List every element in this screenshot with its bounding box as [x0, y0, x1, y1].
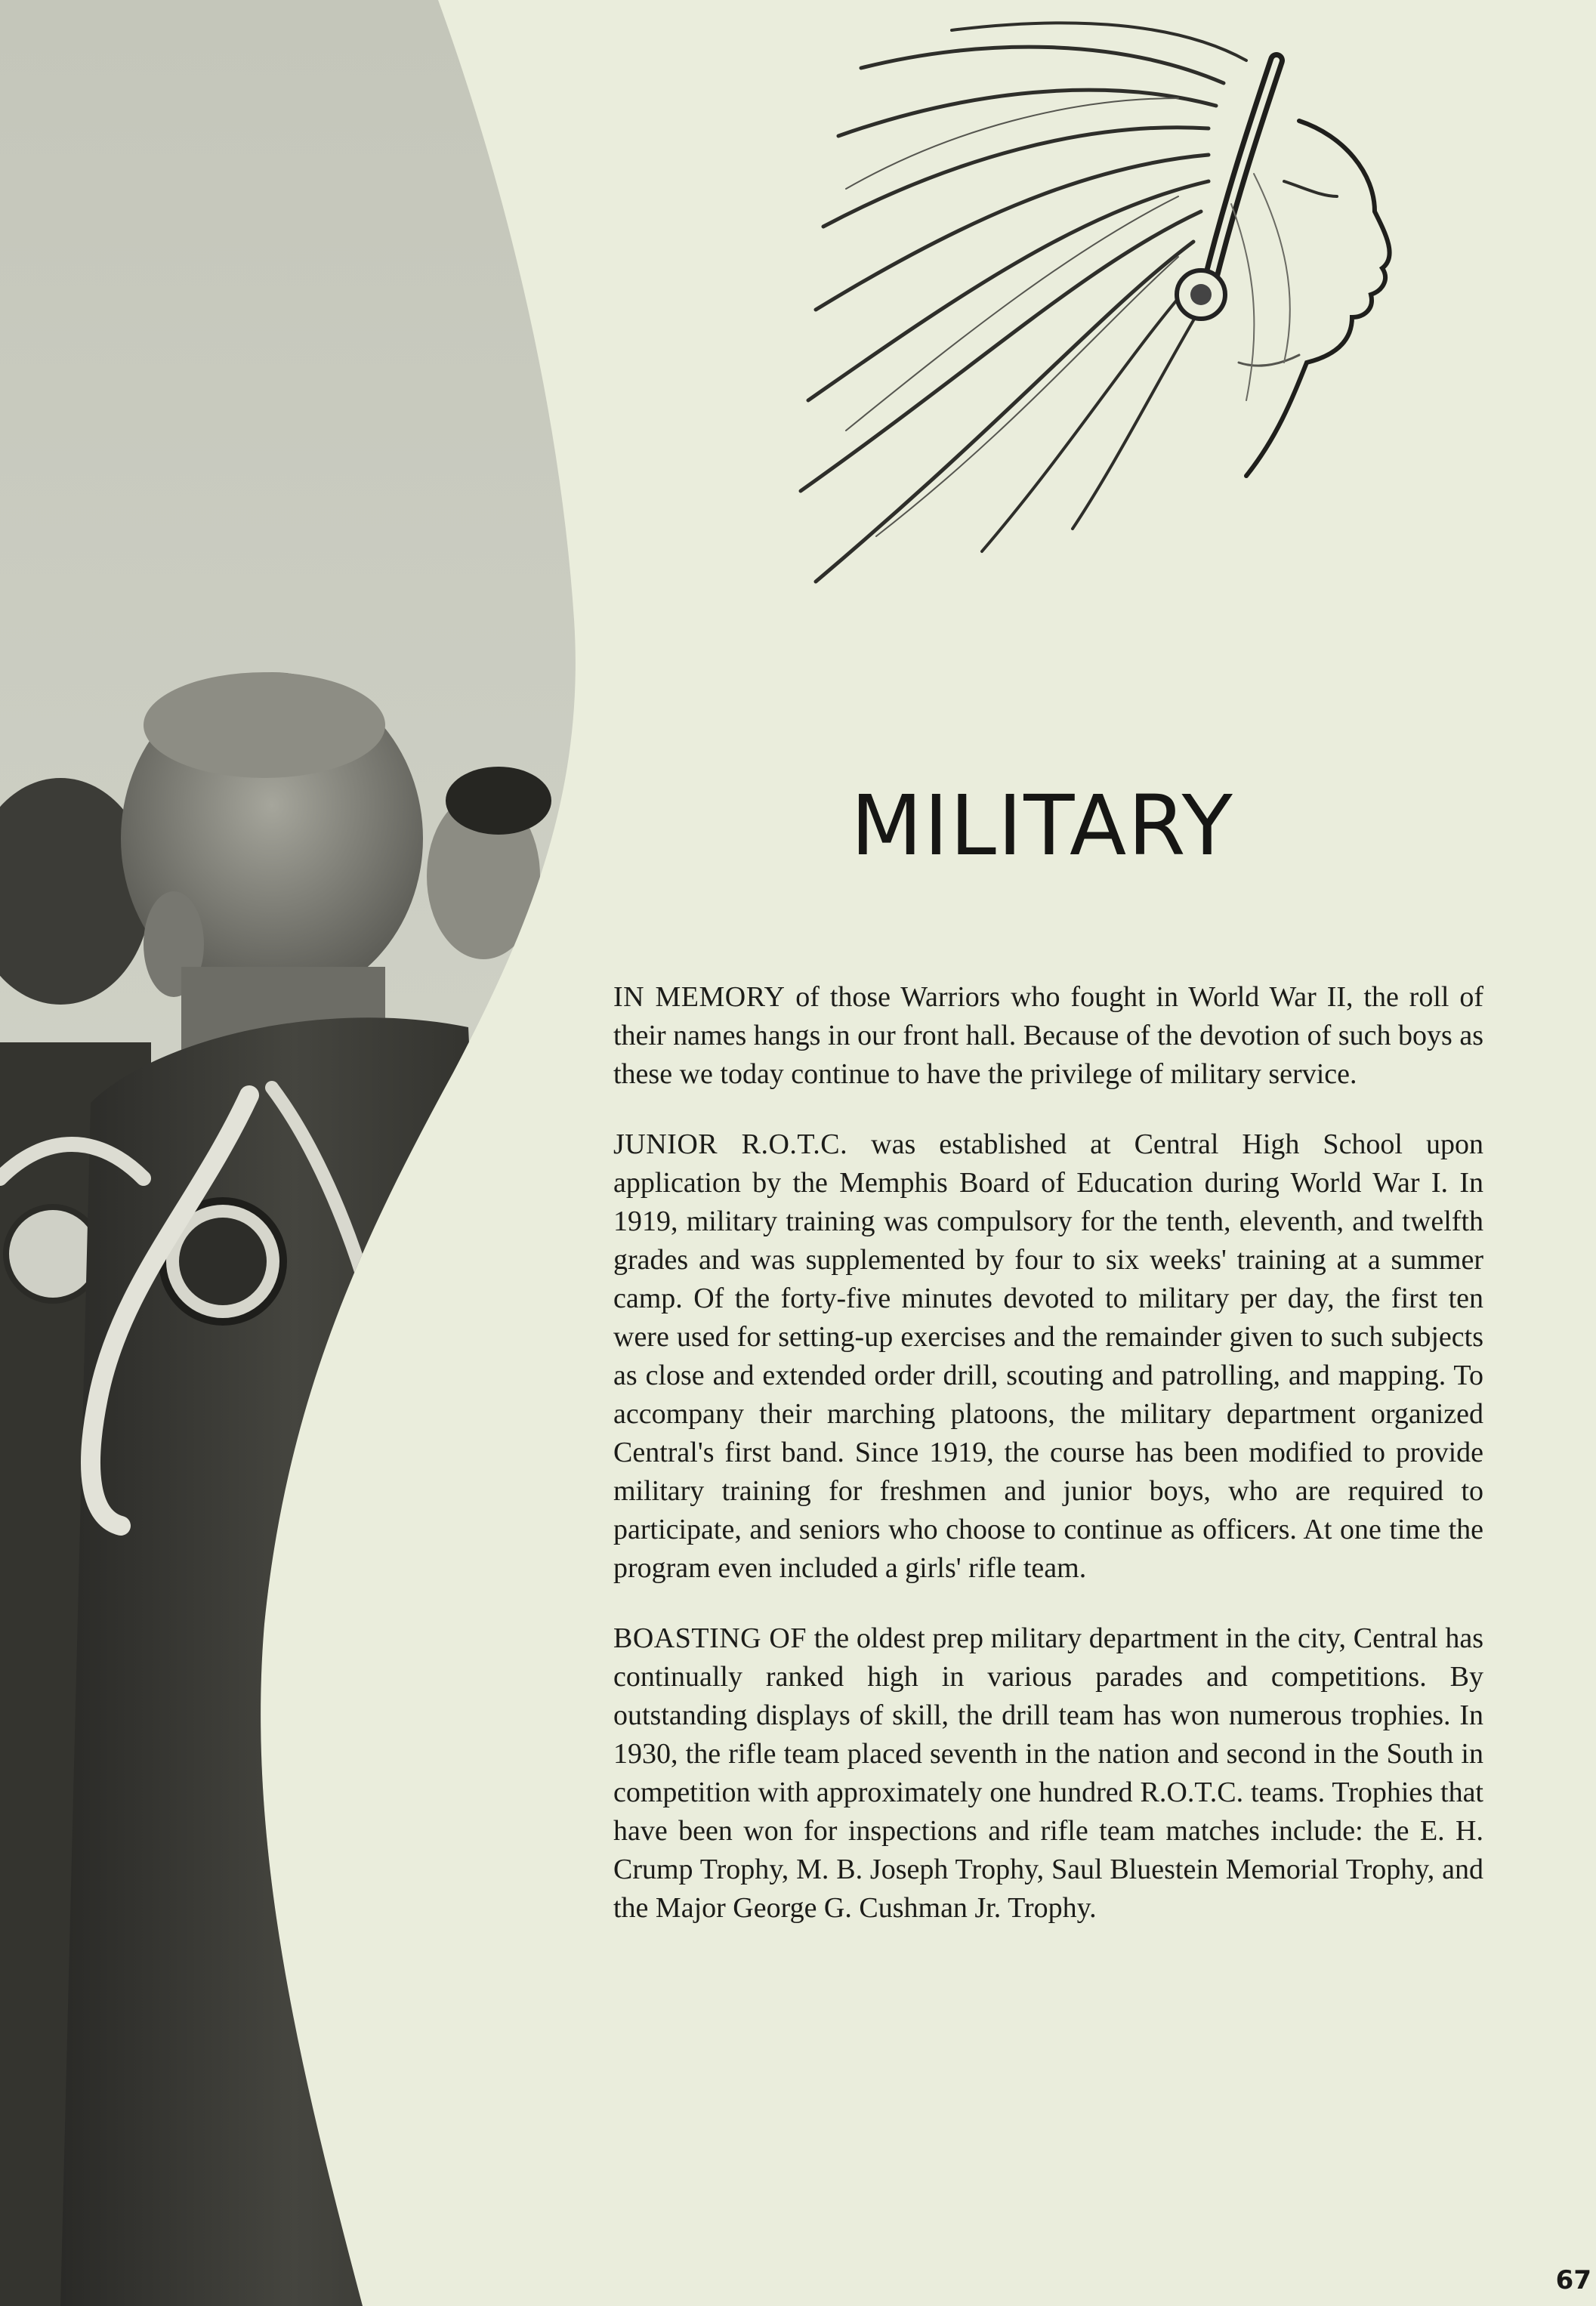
page-title: MILITARY	[850, 777, 1234, 874]
paragraph-lead: IN MEMORY	[613, 981, 786, 1013]
paragraph-text: was established at Central High School upon application by the Memphis Board of Education during World War I. In 1919, military training was compulsory for the tenth, eleventh, and twelfth grades and was supplemented by four to six weeks' training at a summer camp. Of the forty-five minutes devoted to military per day, the first ten were used for setting-up exercises and the remainder given to such subjects as close and extended order drill, scouting and patrolling, and mapping. To accompany their marching platoons, the military department organized Central's first band. Since 1919, the course has been modified to provide military training for freshmen and junior boys, who are required to participate, and seniors who choose to continue as officers. At one time the program even included a girls' rifle team.	[613, 1128, 1483, 1584]
paragraph-lead: BOASTING OF	[613, 1622, 807, 1654]
paragraph-rotc	[613, 1125, 1483, 1588]
paragraph-text: the oldest prep military department in the city, Central has continually ranked high in various parades and competitions. By outstanding displays of skill, the drill team has won numerous trophies. In 1930, the rifle team placed seventh in the nation and second in the South in competition with approximately one hundred R.O.T.C. teams. Trophies that have been won for inspections and rifle team matches include: the E. H. Crump Trophy, M. B. Joseph Trophy, Saul Bluestein Memorial Trophy, and the Major George G. Cushman Jr. Trophy.	[613, 1622, 1483, 1924]
paragraph-memory	[613, 978, 1483, 1094]
chief-headdress-drawing	[755, 8, 1405, 597]
paragraph-text: of those Warriors who fought in World War II, the roll of their names hangs in our front hall. Because of the devotion of such boys as these we today continue to have the privilege of military service.	[613, 981, 1483, 1090]
page-number: 67	[1555, 2265, 1591, 2295]
article-body	[613, 978, 1483, 1959]
paragraph-boasting	[613, 1619, 1483, 1928]
paragraph-lead: JUNIOR R.O.T.C.	[613, 1128, 848, 1160]
